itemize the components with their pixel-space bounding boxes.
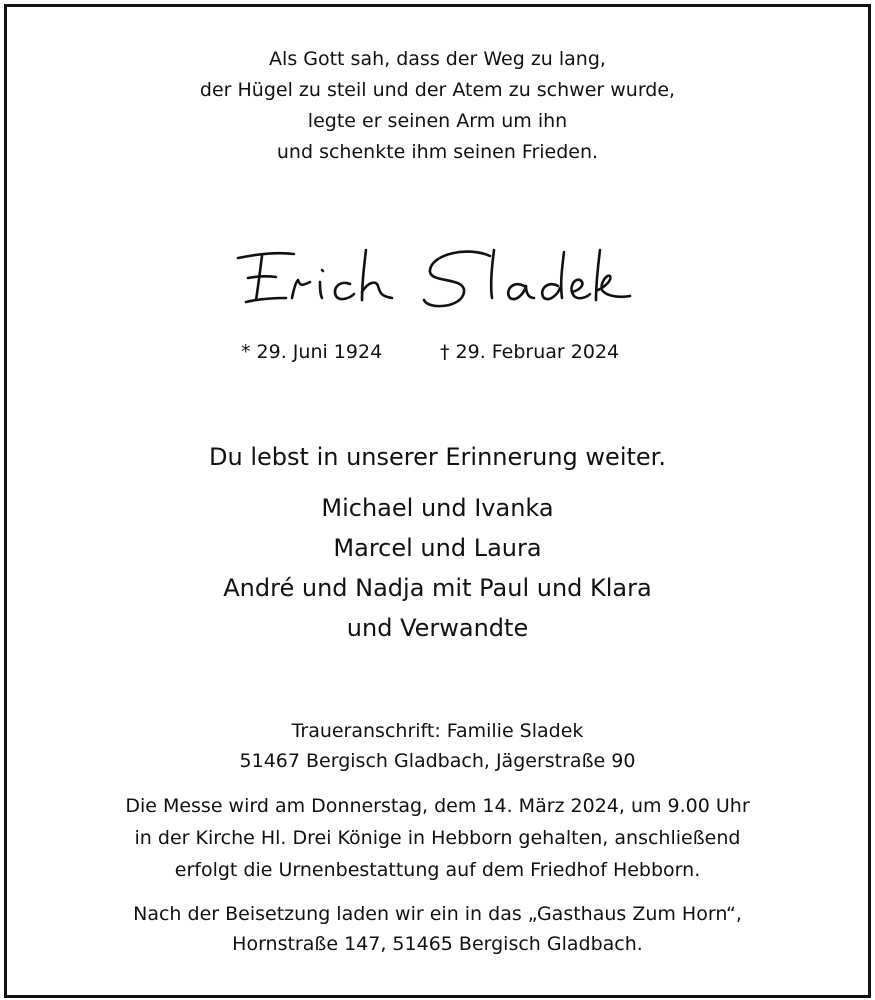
service-line: erfolgt die Urnenbestattung auf dem Friedhof Hebborn. (174, 859, 701, 881)
deceased-name-signature (228, 236, 638, 316)
poem-line: legte er seinen Arm um ihn (307, 110, 568, 132)
reception-line: Hornstraße 147, 51465 Bergisch Gladbach. (232, 933, 643, 955)
address-line: Traueranschrift: Familie Sladek (291, 720, 584, 742)
address-line: 51467 Bergisch Gladbach, Jägerstraße 90 (239, 750, 636, 772)
mourner-line: André und Nadja mit Paul und Klara (223, 574, 652, 602)
poem-line: und schenkte ihm seinen Frieden. (276, 141, 599, 163)
service-line: in der Kirche Hl. Drei Könige in Hebborn gehalten, anschließend (134, 827, 741, 849)
death-date: † 29. Februar 2024 (440, 341, 620, 363)
birth-date: * 29. Juni 1924 (241, 341, 383, 363)
mourner-line: Michael und Ivanka (321, 494, 554, 522)
mourner-line: und Verwandte (346, 614, 529, 642)
mourner-line: Marcel und Laura (333, 534, 542, 562)
service-line: Die Messe wird am Donnerstag, dem 14. März 2024, um 9.00 Uhr (125, 795, 750, 817)
reception-line: Nach der Beisetzung laden wir ein in das „Gasthaus Zum Horn“, (133, 903, 742, 925)
poem-line: der Hügel zu steil und der Atem zu schwer wurde, (199, 79, 676, 101)
memory-line: Du lebst in unserer Erinnerung weiter. (209, 443, 666, 471)
poem-line: Als Gott sah, dass der Weg zu lang, (269, 48, 606, 70)
